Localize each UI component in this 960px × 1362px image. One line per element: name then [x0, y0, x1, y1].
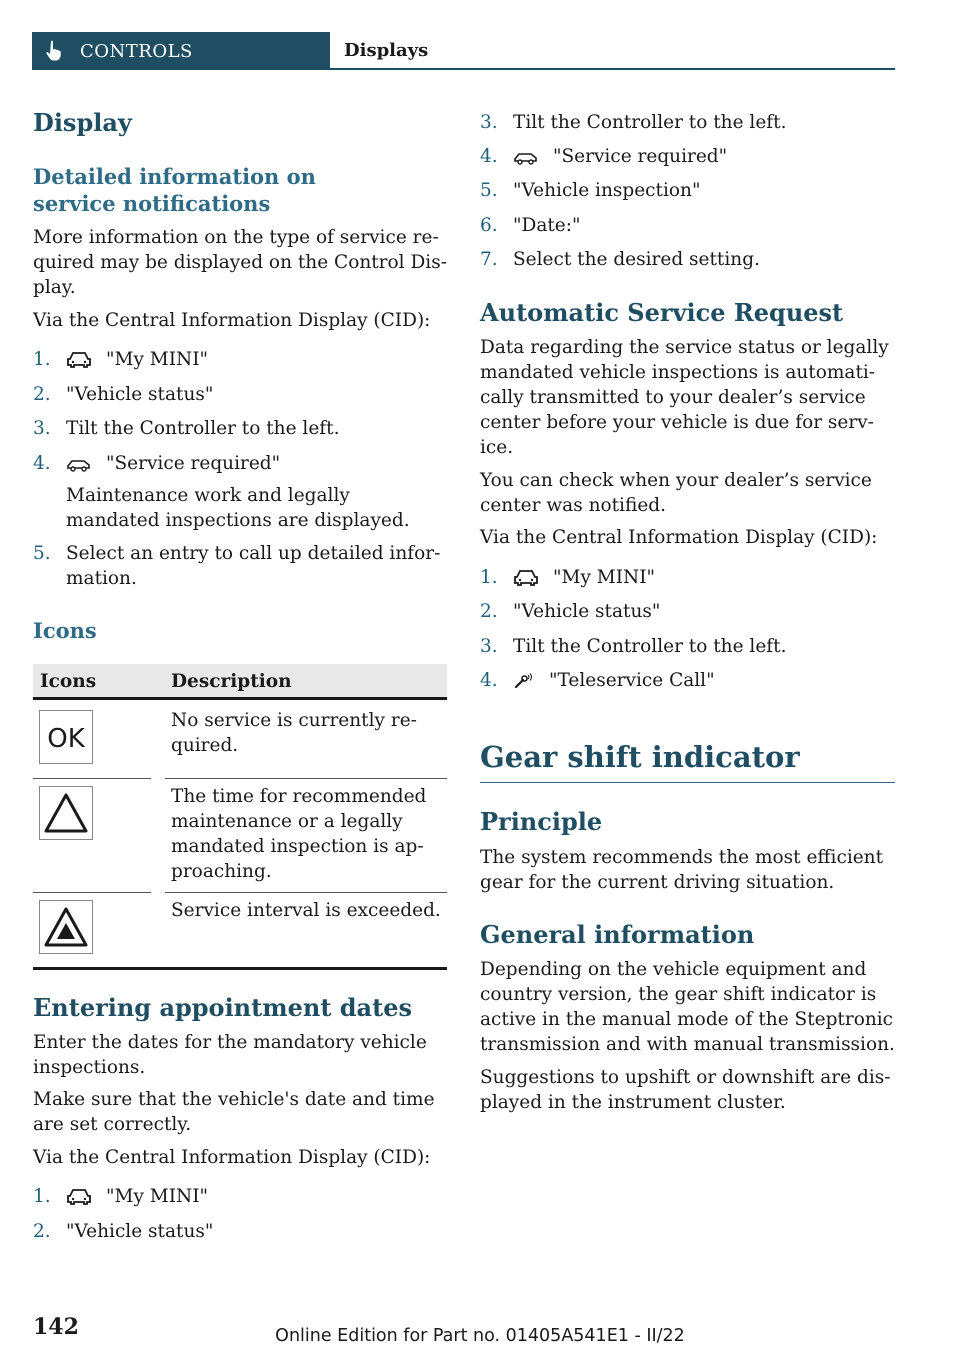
step-number: 2.: [33, 384, 51, 405]
step-number: 7.: [480, 249, 498, 270]
row-divider: [33, 778, 151, 779]
step-number: 1.: [33, 349, 51, 370]
steps-list-3: [480, 565, 895, 705]
asr-heading: Automatic Service Request: [480, 298, 844, 327]
general-paragraph-2: Suggestions to upshift or downshift are dis-played in the instrument cluster.: [480, 1067, 891, 1113]
icons-heading: Icons: [33, 618, 97, 643]
step-number: 3.: [480, 636, 498, 657]
heading-rule: [480, 782, 895, 783]
steps-list-1: [33, 347, 447, 587]
general-paragraph-1: Depending on the vehicle equipment and country version, the gear shift indicator is active in the manual mode of the Steptronic transmission and with manual transmission.: [480, 959, 895, 1055]
list-item: Tilt the Controller to the left.: [513, 636, 787, 657]
warning-triangle-filled-icon: [39, 900, 93, 954]
section-label: CONTROLS: [80, 40, 193, 62]
list-item: "Service required": [513, 144, 727, 169]
gear-shift-heading: Gear shift indicator: [480, 740, 800, 774]
row-divider: [33, 892, 151, 893]
asr-paragraph-1: Data regarding the service status or legally mandated vehicle inspections is automati-cally transmitted to your dealer’s service center before your vehicle is due for serv-ice.: [480, 337, 889, 458]
step-number: 6.: [480, 215, 498, 236]
asr-paragraph-2: You can check when your dealer’s service center was notified.: [480, 470, 872, 516]
table-row-desc: No service is currently re-quired.: [171, 710, 417, 756]
car-front-icon: [513, 569, 539, 587]
general-info-heading: General information: [480, 920, 755, 949]
list-item: "My MINI": [513, 565, 655, 590]
display-heading: Display: [33, 108, 132, 137]
list-item: "Date:": [513, 215, 581, 236]
list-item: Tilt the Controller to the left.: [513, 112, 787, 133]
principle-heading: Principle: [480, 807, 603, 836]
steps-list-cont: [480, 110, 895, 280]
step-number: 1.: [480, 567, 498, 588]
warning-triangle-icon: [39, 786, 93, 840]
appt-paragraph-1: Enter the dates for the mandatory vehicle inspections.: [33, 1032, 427, 1078]
chapter-header: [330, 32, 895, 70]
hand-pointer-icon: [44, 40, 64, 62]
list-item: "Service required": [66, 451, 280, 476]
col-icons: Icons: [40, 671, 97, 692]
list-item: Tilt the Controller to the left.: [66, 418, 340, 439]
table-bottom-rule: [33, 967, 447, 970]
list-item: "Teleservice Call": [513, 668, 715, 693]
car-service-icon: [513, 148, 539, 166]
list-item: Select an entry to call up detailed infor-mation.: [66, 543, 441, 589]
car-front-icon: [66, 1188, 92, 1206]
table-header: [33, 664, 447, 700]
detail-paragraph: More information on the type of service re-quired may be displayed on the Control Dis-play.: [33, 227, 447, 298]
table-row-desc: Service interval is exceeded.: [171, 900, 441, 921]
appointment-heading: Entering appointment dates: [33, 993, 412, 1022]
teleservice-wrench-icon: [513, 672, 535, 690]
detailed-info-heading: Detailed information on service notifications: [33, 164, 316, 216]
step-number: 4.: [480, 146, 498, 167]
step-number: 3.: [33, 418, 51, 439]
col-description: Description: [171, 671, 292, 692]
page-number: 142: [33, 1314, 79, 1340]
step-number: 5.: [480, 180, 498, 201]
list-item: Select the desired setting.: [513, 249, 760, 270]
edition-footer: Online Edition for Part no. 01405A541E1 - II/22: [275, 1326, 685, 1346]
list-item: "Vehicle status": [513, 601, 661, 622]
row-divider: [165, 892, 447, 893]
step-number: 2.: [480, 601, 498, 622]
car-front-icon: [66, 351, 92, 369]
section-tab: [32, 32, 330, 70]
chapter-label: Displays: [344, 39, 429, 61]
step-number: 3.: [480, 112, 498, 133]
row-divider: [165, 778, 447, 779]
ok-icon: [39, 710, 93, 764]
step-number: 5.: [33, 543, 51, 564]
list-item: "Vehicle status": [66, 384, 214, 405]
table-row-desc: The time for recommended maintenance or a legally mandated inspection is ap-proaching.: [171, 786, 427, 882]
step-number: 2.: [33, 1221, 51, 1242]
via-cid-3: Via the Central Information Display (CID):: [480, 527, 878, 548]
appt-paragraph-2: Make sure that the vehicle's date and time are set correctly.: [33, 1089, 435, 1135]
list-item: "Vehicle inspection": [513, 180, 701, 201]
step-number: 1.: [33, 1186, 51, 1207]
step-number: 4.: [480, 670, 498, 691]
svg-text:OK: OK: [47, 724, 85, 754]
principle-paragraph: The system recommends the most efficient gear for the current driving situation.: [480, 847, 884, 893]
list-item: "Vehicle status": [66, 1221, 214, 1242]
car-service-icon: [66, 455, 92, 473]
via-cid-2: Via the Central Information Display (CID):: [33, 1147, 431, 1168]
steps-list-2: [33, 1184, 447, 1254]
step-number: 4.: [33, 453, 51, 474]
via-cid-1: Via the Central Information Display (CID):: [33, 310, 431, 331]
step-note: Maintenance work and legally mandated inspections are displayed.: [66, 485, 410, 531]
list-item: "My MINI": [66, 347, 208, 372]
list-item: "My MINI": [66, 1184, 208, 1209]
